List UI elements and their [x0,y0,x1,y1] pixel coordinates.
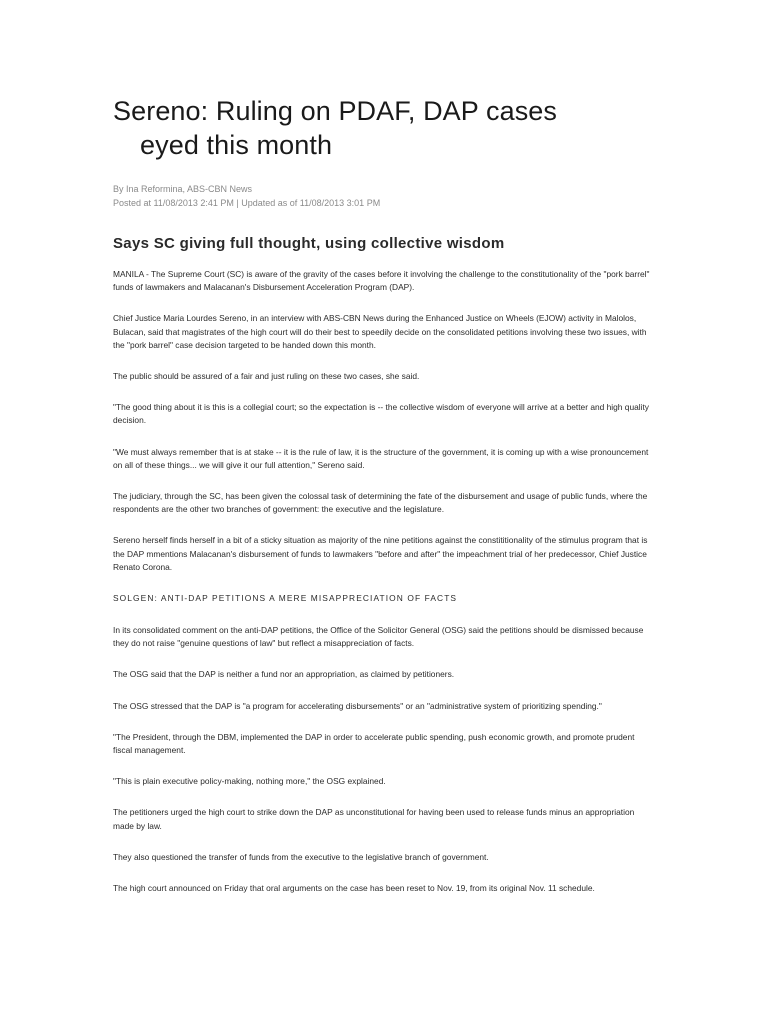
paragraph: "We must always remember that is at stake -- it is the rule of law, it is the structure of the government, it is coming up with a wise pronouncement on all of these things... we will give it our full attention," Sereno said. [113,446,649,470]
paragraph: The OSG stressed that the DAP is "a program for accelerating disbursements" or an "administrative system of prioritizing spending." [113,700,602,711]
paragraph: Sereno herself finds herself in a bit of a sticky situation as majority of the nine petitions against the constititionality of the stimulus program that is the DAP mmentions Malacanan's disbursement of funds to lawmakers "before and after" the impeachment trial of her predecessor, Chief Justice Renato Corona. [113,535,648,572]
article-body [113,268,653,895]
paragraph: "The good thing about it is this is a collegial court; so the expectation is -- the collective wisdom of everyone will arrive at a better and high quality decision. [113,402,649,426]
article [113,94,653,913]
paragraph: They also questioned the transfer of funds from the executive to the legislative branch of government. [113,851,489,862]
paragraph: The petitioners urged the high court to strike down the DAP as unconstitutional for having been used to release funds minus an appropriation made by law. [113,807,635,831]
paragraph: In its consolidated comment on the anti-DAP petitions, the Office of the Solicitor General (OSG) said the petitions should be dismissed because they do not raise "genuine questions of law" but reflect a misappreciation of facts. [113,625,644,649]
section-heading: SOLGEN: ANTI-DAP PETITIONS A MERE MISAPPRECIATION OF FACTS [113,593,458,604]
paragraph: Chief Justice Maria Lourdes Sereno, in an interview with ABS-CBN News during the Enhanced Justice on Wheels (EJOW) activity in Malolos, Bulacan, said that magistrates of the high court will do their best to speedily decide on the consolidated petitions involving these two issues, with the "pork barrel" case decision targeted to be handed down this month. [113,313,647,350]
paragraph: "This is plain executive policy-making, nothing more," the OSG explained. [113,776,386,787]
paragraph: The high court announced on Friday that oral arguments on the case has been reset to Nov. 19, from its original Nov. 11 schedule. [113,883,595,894]
paragraph: "The President, through the DBM, implemented the DAP in order to accelerate public spending, push economic growth, and promote prudent fiscal management. [113,731,635,756]
posted-timestamp: Posted at 11/08/2013 2:41 PM | Updated as of 11/08/2013 3:01 PM [113,198,381,208]
byline: By Ina Reformina, ABS-CBN News [113,184,253,194]
article-meta [113,182,653,210]
headline-line-2: eyed this month [140,130,333,160]
article-headline [113,94,653,162]
paragraph: The OSG said that the DAP is neither a fund nor an appropriation, as claimed by petitioners. [113,669,455,680]
article-subhead: Says SC giving full thought, using collective wisdom [113,235,505,252]
headline-line-1: Sereno: Ruling on PDAF, DAP cases [113,96,558,126]
paragraph: MANILA - The Supreme Court (SC) is aware of the gravity of the cases before it involving the challenge to the constitutionality of the "pork barrel" funds of lawmakers and Malacanan's Disbursement Acceleration Program (DAP). [113,269,650,293]
paragraph: The judiciary, through the SC, has been given the colossal task of determining the fate of the disbursement and usage of public funds, where the respondents are the other two branches of government: the executive and the legislature. [113,491,648,515]
paragraph: The public should be assured of a fair and just ruling on these two cases, she said. [113,371,420,382]
